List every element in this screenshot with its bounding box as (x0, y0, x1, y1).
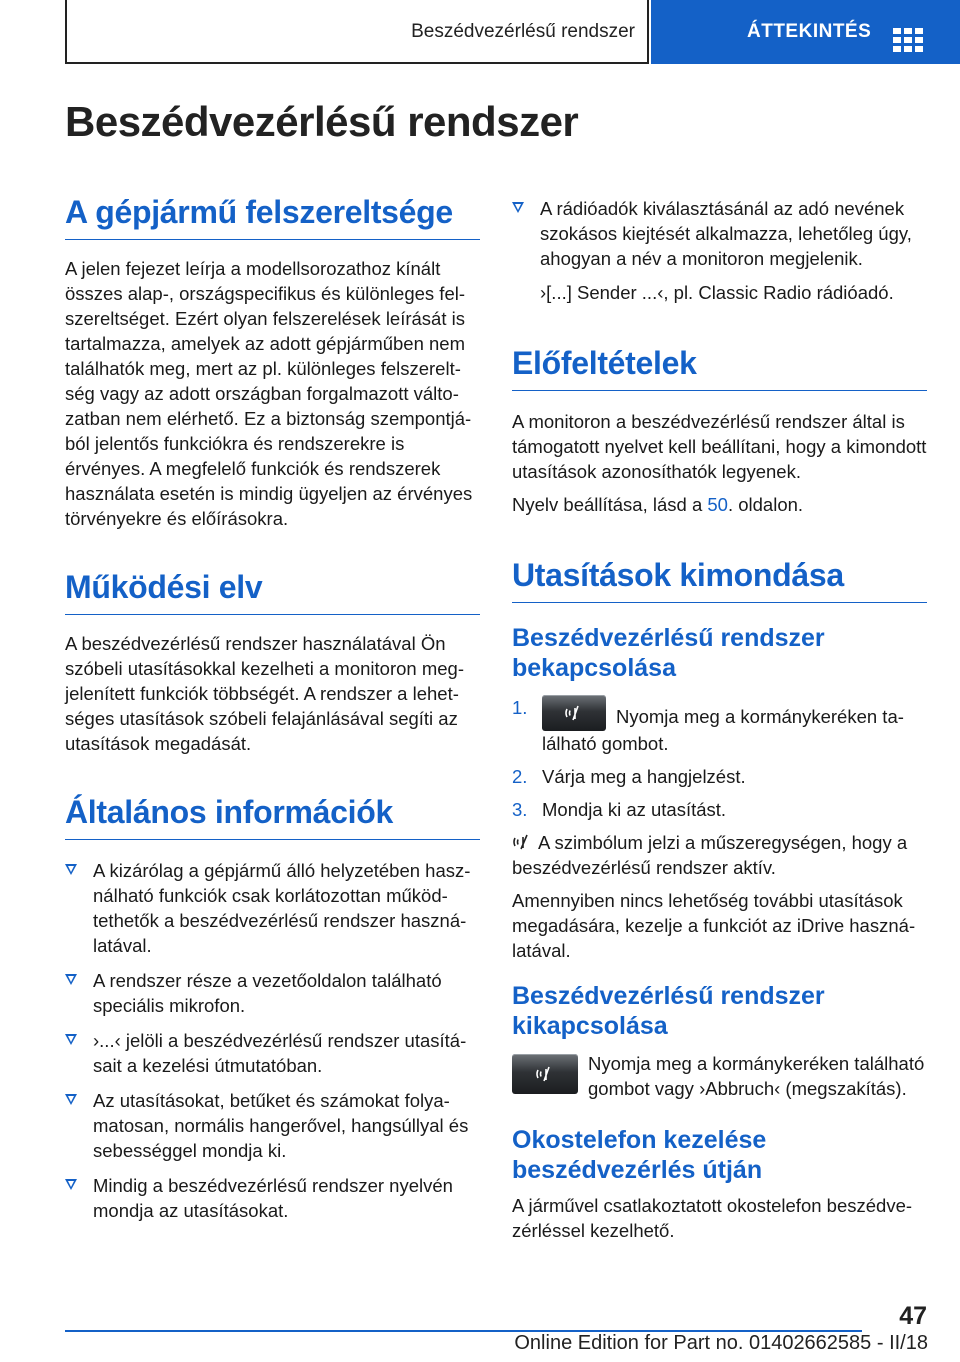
list-item: ›...‹ jelöli a beszédvezérlésű rendszer utasításait a kezelési útmutatóban. (65, 1028, 480, 1078)
heading-equipment: A gépjármű felszereltsége (65, 190, 480, 240)
triangle-bullet-icon (65, 974, 77, 985)
triangle-bullet-icon (512, 202, 524, 213)
triangle-bullet-icon (65, 1094, 77, 1105)
triangle-bullet-icon (65, 1179, 77, 1190)
page-title: Beszédvezérlésű rendszer (65, 98, 579, 145)
general-info-list (65, 858, 480, 1223)
principle-paragraph: A beszédvezérlésű rendszer használatával Ön szóbeli utasításokkal kezelheti a monitoron megjelenített funkciók többségét. A rendszer a lehetséges utasítások szóbeli felajánlásával segíti az utasítások megadását. (65, 633, 464, 754)
voice-control-button (512, 1054, 578, 1094)
equipment-paragraph: A jelen fejezet leírja a modellsorozathoz kínált összes alap-, országspecifikus és különleges felszereltséget. Ezért olyan felszerelések leírását is tartalmazza, amelyek az adott gépjárműben nem találhatók meg, mert az pl. különleges felszereltség vagy az adott országban forgalmazott változatban nem elérhető. Ez a biztonság szempontjából jelentős funkciókra és rendszerekre is érvényes. A megfelelő funkciók és rendszerek használata esetén is mindig ügyeljen az érvényes törvényekre és előírásokra. (65, 258, 473, 529)
grid-icon[interactable] (893, 28, 923, 52)
heading-deactivate: Beszédvezérlésű rendszer kikapcsolása (512, 982, 825, 1040)
deactivate-paragraph: Nyomja meg a kormánykeréken található gombot vagy ›Abbruch‹ (megszakítás). (512, 1051, 927, 1101)
prerequisites-paragraph: A monitoron a beszédvezérlésű rendszer által is támogatott nyelvet kell beállítani, hogy a kimondott utasítások azonosíthatók legyenek. (512, 411, 927, 482)
list-item: A kizárólag a gépjármű álló helyzetében használható funkciók csak korlátozottan működtethetők a beszédvezérlésű rendszer használatával. (65, 858, 480, 958)
idrive-paragraph: Amennyiben nincs lehetőség további utasítások megadására, kezelje a funkciót az iDrive használatával. (512, 890, 916, 961)
smartphone-paragraph: A járművel csatlakoztatott okostelefon beszédvezérléssel kezelhető. (512, 1195, 913, 1241)
left-column (65, 190, 480, 1223)
list-item: 2. Várja meg a hangjelzést. (512, 766, 746, 787)
header-chapter-tab[interactable]: ÁTTEKINTÉS (651, 0, 960, 64)
right-column (512, 190, 927, 1243)
heading-prerequisites: Előfeltételek (512, 341, 927, 391)
triangle-bullet-icon (65, 1034, 77, 1045)
list-item: 1. Nyomja meg a kormánykeréken található gombot. (512, 697, 904, 754)
page-number: 47 (899, 1302, 927, 1330)
language-setting-line: Nyelv beállítása, lásd a 50. oldalon. (512, 494, 804, 515)
list-item: Mindig a beszédvezérlésű rendszer nyelvén mondja az utasításokat. (65, 1173, 480, 1223)
voice-control-button (542, 695, 606, 731)
list-item: A rendszer része a vezetőoldalon található speciális mikrofon. (65, 968, 480, 1018)
heading-general-info: Általános információk (65, 790, 480, 840)
list-item: Az utasításokat, betűket és számokat folyamatosan, normális hangerővel, hangsúllyal és sebességgel mondja ki. (65, 1088, 480, 1163)
voice-active-icon (512, 833, 534, 851)
page-link[interactable]: 50 (707, 494, 728, 515)
list-item: A rádióadók kiválasztásánál az adó nevének szokásos kiejtését alkalmazza, lehetőleg úgy, ahogyan a név a monitoron megjelenik. (512, 196, 927, 271)
heading-activate: Beszédvezérlésű rendszer bekapcsolása (512, 624, 825, 682)
heading-commands: Utasítások kimondása (512, 553, 927, 603)
list-item: 3. Mondja ki az utasítást. (512, 799, 727, 820)
triangle-bullet-icon (65, 864, 77, 875)
symbol-note: A szimbólum jelzi a műszeregységen, hogy a beszédvezérlésű rendszer aktív. (512, 832, 908, 878)
radio-example: ›[...] Sender ...‹, pl. Classic Radio rádióadó. (540, 282, 894, 303)
radio-tip-list (512, 196, 927, 271)
activate-steps (512, 695, 927, 822)
header-section-title: Beszédvezérlésű rendszer (411, 21, 635, 42)
heading-smartphone: Okostelefon kezelése beszédvezérlés útján (512, 1126, 767, 1184)
heading-principle: Működési elv (65, 565, 480, 615)
footer-edition: Online Edition for Part no. 01402662585 - II/18 (514, 1332, 928, 1354)
